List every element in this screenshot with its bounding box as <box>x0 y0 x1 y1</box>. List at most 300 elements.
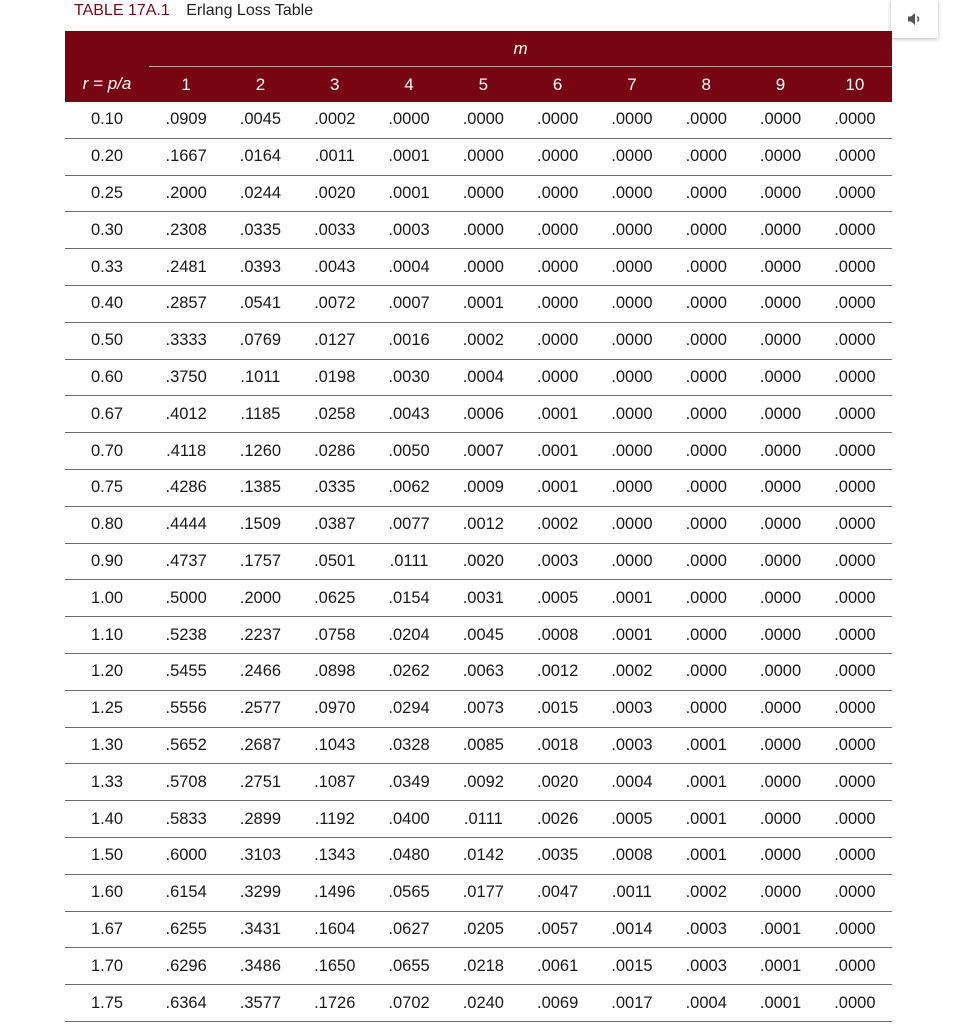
table-cell: .0000 <box>669 102 743 138</box>
table-cell: .0008 <box>520 617 594 654</box>
column-header-m-8: 8 <box>669 67 743 103</box>
table-row <box>65 837 892 874</box>
table-cell: .0000 <box>743 102 817 138</box>
table-row <box>65 727 892 764</box>
row-label-r: 1.70 <box>65 948 149 985</box>
table-cell: .0001 <box>669 727 743 764</box>
table-cell: .0004 <box>446 359 520 396</box>
column-header-m-9: 9 <box>743 67 817 103</box>
table-cell: .0030 <box>372 359 446 396</box>
table-cell: .0001 <box>595 580 669 617</box>
table-cell: .0006 <box>446 396 520 433</box>
table-cell: .0244 <box>223 175 297 212</box>
table-cell: .1757 <box>223 543 297 580</box>
table-cell: .3431 <box>223 911 297 948</box>
table-cell: .1185 <box>223 396 297 433</box>
servers-group-header: m <box>149 31 892 67</box>
table-cell: .0009 <box>446 469 520 506</box>
table-cell: .0001 <box>446 285 520 322</box>
table-cell: .0001 <box>520 396 594 433</box>
table-cell: .0000 <box>446 102 520 138</box>
table-cell: .0016 <box>372 322 446 359</box>
table-cell: .0000 <box>669 175 743 212</box>
table-cell: .5000 <box>149 580 223 617</box>
table-cell: .0000 <box>669 396 743 433</box>
table-cell: .2237 <box>223 617 297 654</box>
table-cell: .0262 <box>372 653 446 690</box>
table-cell: .0000 <box>818 506 892 543</box>
table-cell: .0000 <box>669 469 743 506</box>
table-cell: .0000 <box>446 138 520 175</box>
table-cell: .0000 <box>818 175 892 212</box>
table-cell: .0393 <box>223 249 297 286</box>
table-cell: .0031 <box>446 580 520 617</box>
table-cell: .0002 <box>298 102 372 138</box>
table-cell: .0111 <box>446 801 520 838</box>
table-cell: .0000 <box>595 433 669 470</box>
column-header-m-4: 4 <box>372 67 446 103</box>
table-cell: .0142 <box>446 837 520 874</box>
table-cell: .0328 <box>372 727 446 764</box>
table-cell: .0008 <box>595 837 669 874</box>
table-cell: .0000 <box>818 985 892 1022</box>
table-cell: .6255 <box>149 911 223 948</box>
table-cell: .0000 <box>743 837 817 874</box>
table-cell: .0001 <box>743 985 817 1022</box>
table-cell: .0000 <box>372 102 446 138</box>
table-cell: .0000 <box>818 469 892 506</box>
table-cell: .0000 <box>743 469 817 506</box>
table-cell: .0001 <box>669 801 743 838</box>
table-cell: .0111 <box>372 543 446 580</box>
table-row <box>65 506 892 543</box>
table-cell: .0177 <box>446 874 520 911</box>
table-cell: .0000 <box>520 359 594 396</box>
table-cell: .0127 <box>298 322 372 359</box>
table-cell: .0011 <box>298 138 372 175</box>
table-cell: .0000 <box>818 764 892 801</box>
table-cell: .0000 <box>595 469 669 506</box>
table-row <box>65 359 892 396</box>
erlang-loss-table <box>65 31 892 1022</box>
table-cell: .0043 <box>298 249 372 286</box>
table-header <box>65 31 892 102</box>
table-cell: .0000 <box>743 874 817 911</box>
table-cell: .0014 <box>595 911 669 948</box>
table-cell: .5652 <box>149 727 223 764</box>
table-cell: .0335 <box>298 469 372 506</box>
table-cell: .0000 <box>446 212 520 249</box>
table-cell: .2308 <box>149 212 223 249</box>
table-row <box>65 175 892 212</box>
row-label-r: 0.75 <box>65 469 149 506</box>
table-cell: .5238 <box>149 617 223 654</box>
table-cell: .0909 <box>149 102 223 138</box>
table-cell: .0003 <box>372 212 446 249</box>
table-cell: .0020 <box>520 764 594 801</box>
table-cell: .0000 <box>743 617 817 654</box>
table-cell: .0000 <box>446 175 520 212</box>
table-cell: .0000 <box>520 249 594 286</box>
table-cell: .0627 <box>372 911 446 948</box>
table-cell: .1043 <box>298 727 372 764</box>
row-label-r: 0.70 <box>65 433 149 470</box>
table-cell: .0011 <box>595 874 669 911</box>
speaker-icon <box>907 12 923 26</box>
table-cell: .0000 <box>818 874 892 911</box>
table-cell: .0001 <box>595 617 669 654</box>
table-cell: .0000 <box>743 764 817 801</box>
table-cell: .0000 <box>818 249 892 286</box>
table-cell: .3577 <box>223 985 297 1022</box>
column-header-m-3: 3 <box>298 67 372 103</box>
table-cell: .0043 <box>372 396 446 433</box>
column-header-row <box>65 67 892 103</box>
row-label-r: 0.67 <box>65 396 149 433</box>
table-cell: .0000 <box>669 543 743 580</box>
row-label-r: 1.40 <box>65 801 149 838</box>
table-cell: .0063 <box>446 653 520 690</box>
row-label-r: 1.75 <box>65 985 149 1022</box>
table-cell: .0003 <box>595 727 669 764</box>
table-cell: .0000 <box>520 285 594 322</box>
table-cell: .1667 <box>149 138 223 175</box>
table-cell: .0002 <box>446 322 520 359</box>
table-cell: .0000 <box>743 249 817 286</box>
table-cell: .0000 <box>595 396 669 433</box>
table-cell: .0349 <box>372 764 446 801</box>
table-cell: .0000 <box>595 543 669 580</box>
table-cell: .0005 <box>595 801 669 838</box>
table-cell: .0898 <box>298 653 372 690</box>
table-cell: .0000 <box>669 285 743 322</box>
table-cell: .0205 <box>446 911 520 948</box>
table-cell: .0003 <box>669 948 743 985</box>
table-cell: .0000 <box>669 580 743 617</box>
table-cell: .2481 <box>149 249 223 286</box>
table-cell: .2466 <box>223 653 297 690</box>
table-cell: .0000 <box>669 359 743 396</box>
row-label-r: 0.80 <box>65 506 149 543</box>
table-row <box>65 543 892 580</box>
row-label-r: 0.50 <box>65 322 149 359</box>
row-label-r: 1.30 <box>65 727 149 764</box>
table-cell: .0005 <box>520 580 594 617</box>
table-row <box>65 653 892 690</box>
table-cell: .0003 <box>669 911 743 948</box>
table-cell: .0001 <box>520 433 594 470</box>
table-cell: .1604 <box>298 911 372 948</box>
table-cell: .0387 <box>298 506 372 543</box>
table-row <box>65 617 892 654</box>
table-cell: .0000 <box>669 506 743 543</box>
table-cell: .0002 <box>669 874 743 911</box>
table-cell: .0000 <box>743 801 817 838</box>
table-cell: .1509 <box>223 506 297 543</box>
table-caption <box>74 0 313 22</box>
table-cell: .4286 <box>149 469 223 506</box>
table-cell: .0001 <box>372 138 446 175</box>
table-cell: .0000 <box>743 285 817 322</box>
table-cell: .0061 <box>520 948 594 985</box>
row-label-r: 0.25 <box>65 175 149 212</box>
table-cell: .0000 <box>743 580 817 617</box>
table-cell: .0000 <box>818 433 892 470</box>
table-cell: .0033 <box>298 212 372 249</box>
table-cell: .0000 <box>595 212 669 249</box>
table-cell: .0092 <box>446 764 520 801</box>
table-cell: .6296 <box>149 948 223 985</box>
table-cell: .0000 <box>595 138 669 175</box>
table-cell: .0007 <box>372 285 446 322</box>
table-cell: .0000 <box>818 580 892 617</box>
table-row <box>65 138 892 175</box>
table-cell: .0204 <box>372 617 446 654</box>
table-cell: .0000 <box>818 948 892 985</box>
table-cell: .0758 <box>298 617 372 654</box>
table-cell: .0240 <box>446 985 520 1022</box>
column-header-m-10: 10 <box>818 67 892 103</box>
table-cell: .0218 <box>446 948 520 985</box>
row-label-r: 1.67 <box>65 911 149 948</box>
table-row <box>65 801 892 838</box>
table-cell: .3299 <box>223 874 297 911</box>
table-row <box>65 469 892 506</box>
column-header-m-2: 2 <box>223 67 297 103</box>
table-cell: .0000 <box>595 506 669 543</box>
table-row <box>65 690 892 727</box>
table-cell: .0000 <box>818 102 892 138</box>
table-cell: .0000 <box>818 285 892 322</box>
table-cell: .0000 <box>818 359 892 396</box>
table-cell: .0000 <box>743 690 817 727</box>
column-header-m-6: 6 <box>520 67 594 103</box>
table-cell: .0000 <box>818 138 892 175</box>
table-cell: .0000 <box>669 249 743 286</box>
table-cell: .3333 <box>149 322 223 359</box>
table-cell: .0000 <box>818 911 892 948</box>
table-cell: .5708 <box>149 764 223 801</box>
table-cell: .0000 <box>743 175 817 212</box>
table-cell: .0072 <box>298 285 372 322</box>
row-label-r: 1.00 <box>65 580 149 617</box>
table-cell: .0000 <box>595 359 669 396</box>
table-cell: .0000 <box>520 322 594 359</box>
table-row <box>65 580 892 617</box>
table-cell: .0000 <box>669 653 743 690</box>
table-cell: .0000 <box>669 322 743 359</box>
table-cell: .0001 <box>669 837 743 874</box>
table-number: TABLE 17A.1 <box>74 2 170 19</box>
table-cell: .4444 <box>149 506 223 543</box>
table-cell: .0000 <box>520 102 594 138</box>
table-row <box>65 911 892 948</box>
table-cell: .0198 <box>298 359 372 396</box>
table-cell: .0057 <box>520 911 594 948</box>
row-label-r: 0.60 <box>65 359 149 396</box>
table-cell: .0001 <box>520 469 594 506</box>
table-cell: .0294 <box>372 690 446 727</box>
table-cell: .2857 <box>149 285 223 322</box>
table-row <box>65 212 892 249</box>
table-cell: .0017 <box>595 985 669 1022</box>
table-cell: .1260 <box>223 433 297 470</box>
table-cell: .0077 <box>372 506 446 543</box>
table-cell: .0702 <box>372 985 446 1022</box>
table-cell: .3750 <box>149 359 223 396</box>
table-cell: .2687 <box>223 727 297 764</box>
row-label-r: 1.20 <box>65 653 149 690</box>
table-cell: .0000 <box>520 138 594 175</box>
table-cell: .0001 <box>372 175 446 212</box>
table-cell: .0000 <box>669 617 743 654</box>
table-cell: .0000 <box>520 175 594 212</box>
table-cell: .0000 <box>818 727 892 764</box>
table-cell: .0000 <box>743 433 817 470</box>
table-cell: .0045 <box>446 617 520 654</box>
table-cell: .0000 <box>743 322 817 359</box>
table-cell: .0400 <box>372 801 446 838</box>
table-cell: .0970 <box>298 690 372 727</box>
table-cell: .0625 <box>298 580 372 617</box>
table-row <box>65 396 892 433</box>
table-cell: .0501 <box>298 543 372 580</box>
table-cell: .0480 <box>372 837 446 874</box>
table-cell: .2577 <box>223 690 297 727</box>
table-cell: .0000 <box>595 322 669 359</box>
table-cell: .0000 <box>446 249 520 286</box>
table-cell: .0003 <box>595 690 669 727</box>
table-row <box>65 102 892 138</box>
table-cell: .1385 <box>223 469 297 506</box>
table-row <box>65 948 892 985</box>
table-cell: .0335 <box>223 212 297 249</box>
table-cell: .3103 <box>223 837 297 874</box>
table-cell: .6154 <box>149 874 223 911</box>
row-label-r: 1.33 <box>65 764 149 801</box>
table-cell: .1011 <box>223 359 297 396</box>
row-label-r: 1.50 <box>65 837 149 874</box>
table-cell: .2751 <box>223 764 297 801</box>
table-cell: .0154 <box>372 580 446 617</box>
table-cell: .0258 <box>298 396 372 433</box>
table-cell: .0015 <box>595 948 669 985</box>
table-cell: .1192 <box>298 801 372 838</box>
row-label-r: 0.33 <box>65 249 149 286</box>
table-cell: .4737 <box>149 543 223 580</box>
table-cell: .0000 <box>818 801 892 838</box>
audio-button[interactable] <box>891 0 938 38</box>
table-cell: .0000 <box>669 212 743 249</box>
table-cell: .0007 <box>446 433 520 470</box>
table-cell: .0769 <box>223 322 297 359</box>
table-cell: .0000 <box>818 617 892 654</box>
table-cell: .0000 <box>595 175 669 212</box>
table-cell: .0286 <box>298 433 372 470</box>
table-cell: .0047 <box>520 874 594 911</box>
table-cell: .0045 <box>223 102 297 138</box>
table-cell: .0000 <box>743 212 817 249</box>
table-cell: .0541 <box>223 285 297 322</box>
table-cell: .0000 <box>743 396 817 433</box>
row-label-r: 1.60 <box>65 874 149 911</box>
table-row <box>65 285 892 322</box>
table-cell: .0001 <box>743 948 817 985</box>
table-cell: .1496 <box>298 874 372 911</box>
table-cell: .0164 <box>223 138 297 175</box>
table-cell: .1650 <box>298 948 372 985</box>
table-cell: .0004 <box>595 764 669 801</box>
table-cell: .2899 <box>223 801 297 838</box>
table-cell: .0000 <box>818 690 892 727</box>
table-cell: .0018 <box>520 727 594 764</box>
table-cell: .0020 <box>446 543 520 580</box>
table-cell: .0000 <box>743 543 817 580</box>
row-label-r: 0.90 <box>65 543 149 580</box>
table-row <box>65 764 892 801</box>
table-cell: .0004 <box>669 985 743 1022</box>
row-label-r: 1.25 <box>65 690 149 727</box>
table-cell: .0001 <box>743 911 817 948</box>
table-cell: .0012 <box>520 653 594 690</box>
table-cell: .5833 <box>149 801 223 838</box>
table-cell: .0073 <box>446 690 520 727</box>
table-cell: .0000 <box>743 138 817 175</box>
row-label-r: 0.10 <box>65 102 149 138</box>
table-cell: .3486 <box>223 948 297 985</box>
table-cell: .0000 <box>818 212 892 249</box>
table-cell: .0004 <box>372 249 446 286</box>
table-cell: .0001 <box>669 764 743 801</box>
table-cell: .0000 <box>818 543 892 580</box>
table-row <box>65 249 892 286</box>
table-cell: .0062 <box>372 469 446 506</box>
row-label-r: 0.40 <box>65 285 149 322</box>
table-cell: .0000 <box>595 102 669 138</box>
table-row <box>65 985 892 1022</box>
table-cell: .0003 <box>520 543 594 580</box>
table-cell: .0000 <box>669 433 743 470</box>
table-cell: .0085 <box>446 727 520 764</box>
table-cell: .0026 <box>520 801 594 838</box>
table-cell: .5556 <box>149 690 223 727</box>
table-cell: .0000 <box>743 506 817 543</box>
table-cell: .2000 <box>149 175 223 212</box>
table-cell: .0000 <box>818 396 892 433</box>
table-cell: .0035 <box>520 837 594 874</box>
table-cell: .0000 <box>743 359 817 396</box>
table-cell: .0000 <box>743 653 817 690</box>
table-cell: .2000 <box>223 580 297 617</box>
table-cell: .0000 <box>818 837 892 874</box>
table-cell: .0002 <box>520 506 594 543</box>
row-label-r: 1.10 <box>65 617 149 654</box>
table-cell: .0000 <box>669 138 743 175</box>
table-cell: .6364 <box>149 985 223 1022</box>
table-row <box>65 433 892 470</box>
table-cell: .0655 <box>372 948 446 985</box>
table-cell: .0002 <box>595 653 669 690</box>
table-cell: .0000 <box>595 249 669 286</box>
table-cell: .0000 <box>595 285 669 322</box>
table-cell: .0000 <box>743 727 817 764</box>
table-cell: .0000 <box>818 653 892 690</box>
table-cell: .0020 <box>298 175 372 212</box>
table-cell: .6000 <box>149 837 223 874</box>
column-header-m-5: 5 <box>446 67 520 103</box>
table-cell: .0000 <box>520 212 594 249</box>
row-label-r: 0.30 <box>65 212 149 249</box>
